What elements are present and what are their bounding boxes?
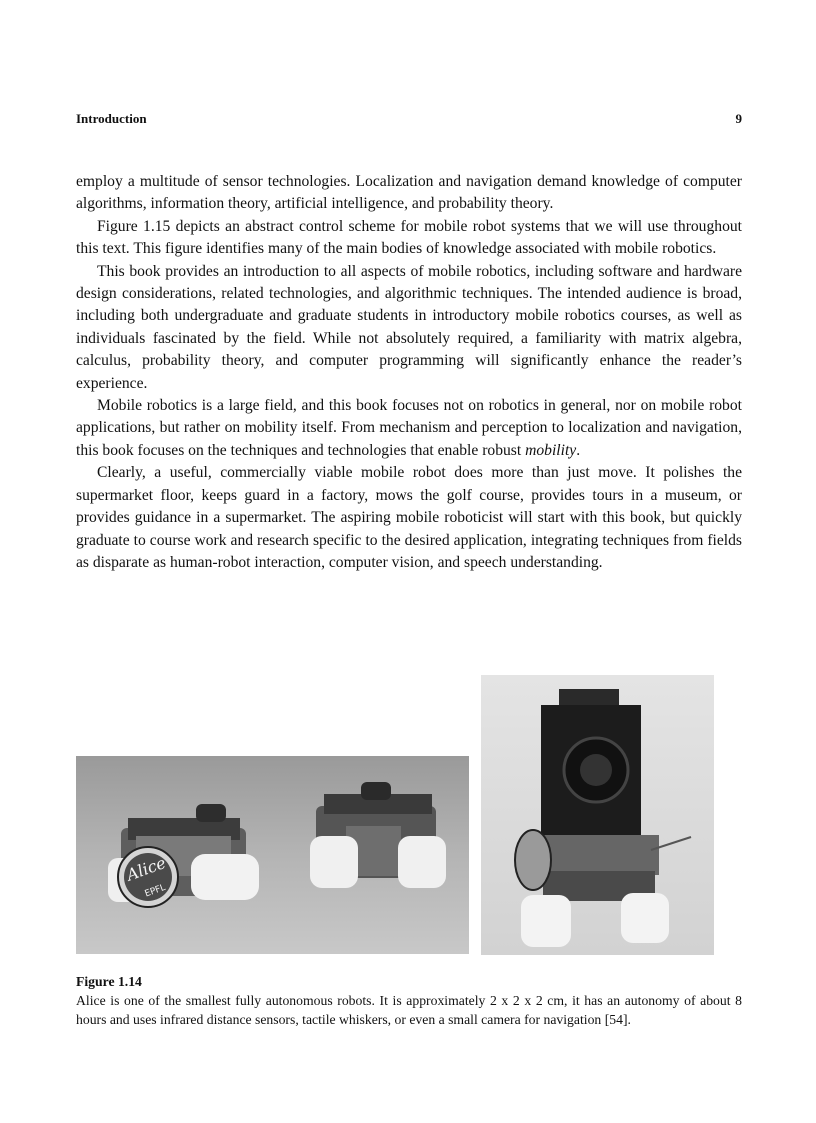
page-number: 9 (735, 111, 742, 126)
paragraph-4 (76, 395, 742, 462)
paragraph-2: Figure 1.15 depicts an abstract control scheme for mobile robot systems that we will use throughout this text. This figure identifies many of the main bodies of knowledge associated with mobile robotics. (76, 217, 742, 258)
photo-label-alice: Alice (123, 853, 169, 885)
body-text (76, 171, 742, 574)
figure-caption (76, 972, 742, 1029)
figure-photo-two-robots (76, 756, 469, 954)
paragraph-3: This book provides an introduction to all aspects of mobile robotics, including software and hardware design considerations, related technologies, and algorithmic techniques. The intended audience is broad, including both undergraduate and graduate students in introductory mobile robotics courses, as well as individuals fascinated by the field. While not absolutely required, a familiarity with matrix algebra, calculus, probability theory, and computer programming will significantly enhance the reader’s experience. (76, 262, 742, 392)
robot-right (310, 782, 446, 888)
section-title: Introduction (76, 111, 147, 126)
paragraph-4-end: . (576, 441, 581, 459)
paragraph-5: Clearly, a useful, commercially viable mobile robot does more than just move. It polishes the supermarket floor, keeps guard in a factory, mows the golf course, provides tours in a museum, or provides guidance in a supermarket. The aspiring mobile roboticist will start with this book, but quickly graduate to course work and research specific to the desired application, integrating techniques from fields as disparate as human-robot interaction, computer vision, and speech understanding. (76, 464, 742, 571)
figure-photo-camera-robot (481, 675, 714, 955)
photo-label-epfl: EPFL (143, 882, 168, 900)
emphasis-mobility: mobility (525, 441, 577, 459)
robot-left (108, 804, 259, 907)
camera-robot-illustration (481, 675, 714, 955)
figure-caption-text: Alice is one of the smallest fully autonomous robots. It is approximately 2 x 2 x 2 cm, it has an autonomy of about 8 hours and uses infrared distance sensors, tactile whiskers, or even a small camera for navigation [54]. (76, 993, 742, 1027)
paragraph-4-text: Mobile robotics is a large field, and this book focuses not on robotics in general, nor on mobile robot applications, but rather on mobility itself. From mechanism and perception to localization and navigation, this book focuses on the techniques and technologies that enable robust (76, 397, 742, 459)
running-head (76, 111, 742, 129)
figure-label: Figure 1.14 (76, 974, 142, 989)
paragraph-1: employ a multitude of sensor technologies. Localization and navigation demand knowledge of computer algorithms, information theory, artificial intelligence, and probability theory. (76, 173, 742, 213)
robots-photo-illustration (76, 756, 469, 954)
